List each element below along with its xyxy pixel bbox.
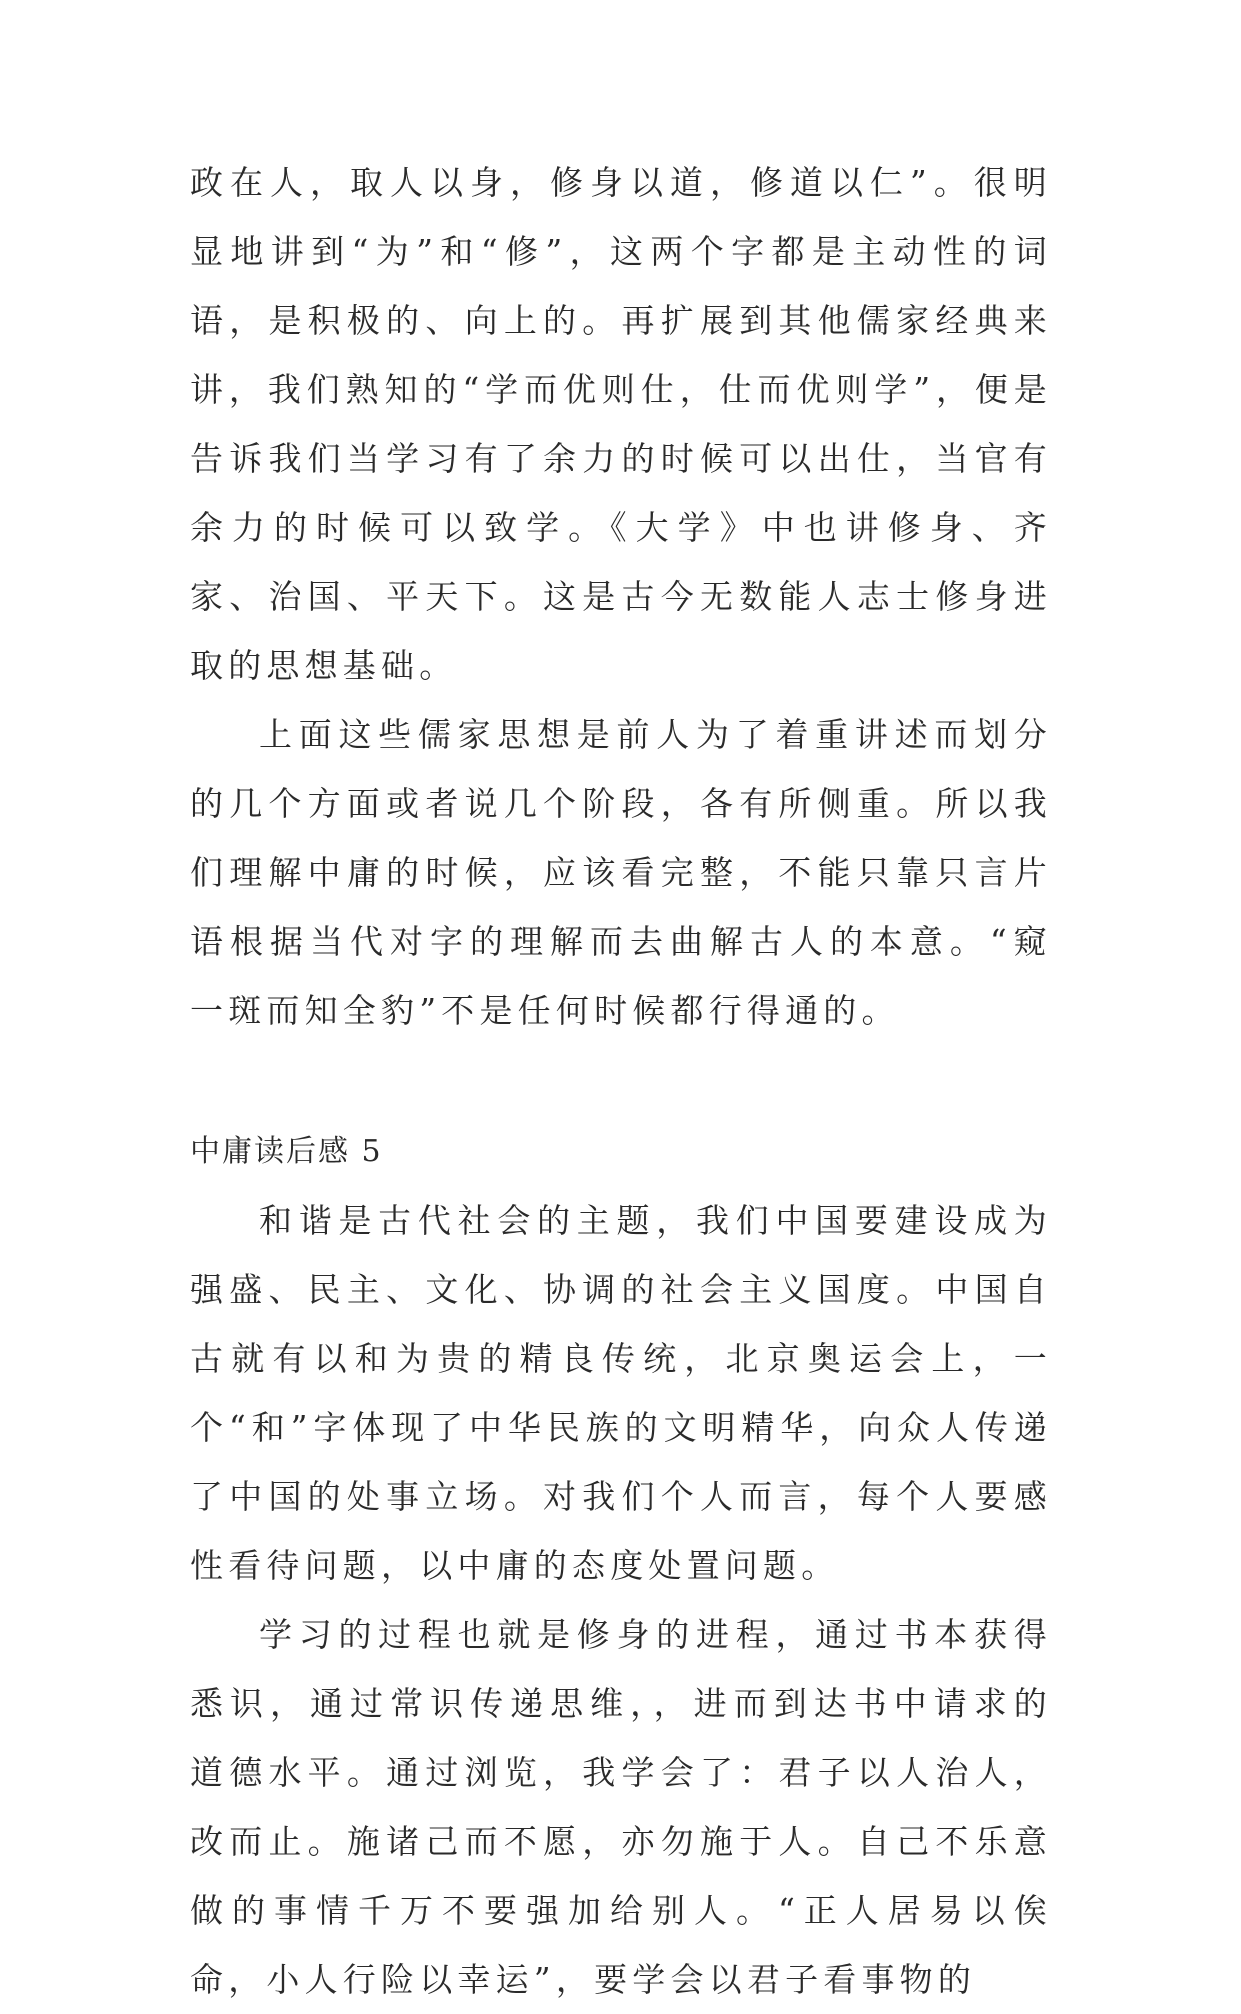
document-body	[190, 148, 1052, 2014]
paragraph-continuation: 政在人，取人以身，修身以道，修道以仁”。很明显地讲到“为”和“修”，这两个字都是主动性的词语，是积极的、向上的。再扩展到其他儒家经典来讲，我们熟知的“学而优则仕，仕而优则学”，便是告诉我们当学习有了余力的时候可以出仕，当官有余力的时候可以致学。《大学》中也讲修身、齐家、治国、平天下。这是古今无数能人志士修身进取的思想基础。	[190, 163, 1052, 685]
paragraph-confucian-thought: 上面这些儒家思想是前人为了着重讲述而划分的几个方面或者说几个阶段，各有所侧重。所以我们理解中庸的时候，应该看完整，不能只靠只言片语根据当代对字的理解而去曲解古人的本意。“窥一斑而知全豹”不是任何时候都行得通的。	[190, 715, 1052, 1030]
paragraph-self-cultivation: 学习的过程也就是修身的进程，通过书本获得悉识，通过常识传递思维，，进而到达书中请求的道德水平。通过浏览，我学会了：君子以人治人，改而止。施诸己而不愿，亦勿施于人。自己不乐意做的事情千万不要强加给别人。“正人居易以俟命，小人行险以幸运”，要学会以君子看事物的	[190, 1615, 1052, 1999]
section-heading: 中庸读后感 5	[190, 1134, 383, 1169]
paragraph-harmony: 和谐是古代社会的主题，我们中国要建设成为强盛、民主、文化、协调的社会主义国度。中国自古就有以和为贵的精良传统，北京奥运会上，一个“和”字体现了中华民族的文明精华，向众人传递了中国的处事立场。对我们个人而言，每个人要感性看待问题，以中庸的态度处置问题。	[190, 1201, 1052, 1585]
